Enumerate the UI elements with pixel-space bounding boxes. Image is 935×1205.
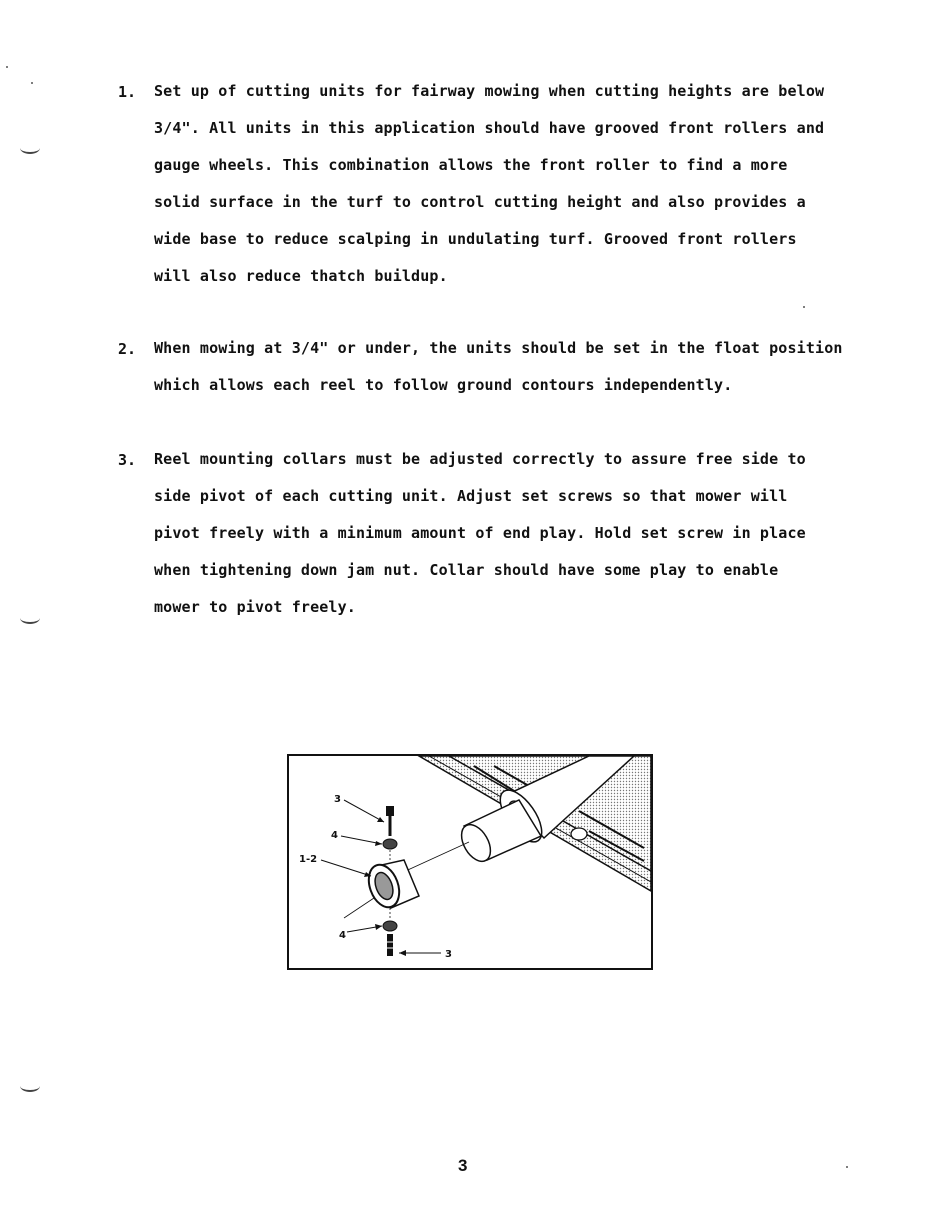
item-line: gauge wheels. This combination allows the front roller to find a more — [154, 156, 788, 174]
collar-diagram — [289, 756, 651, 968]
jam-nut-top-icon — [383, 839, 397, 849]
item-line: wide base to reduce scalping in undulating turf. Grooved front rollers — [154, 230, 797, 248]
item-number: 2. — [118, 340, 137, 358]
scan-speck — [31, 82, 33, 84]
label-jam-nut-top: 4 — [331, 830, 338, 841]
set-screw-top-icon — [386, 806, 394, 836]
item-line: solid surface in the turf to control cutting height and also provides a — [154, 193, 806, 211]
binder-hole-mark — [20, 612, 40, 624]
scan-speck — [803, 306, 805, 308]
item-line: which allows each reel to follow ground contours independently. — [154, 376, 733, 394]
item-line: when tightening down jam nut. Collar should have some play to enable — [154, 561, 779, 579]
label-jam-nut-bottom: 4 — [339, 930, 346, 941]
item-line: Set up of cutting units for fairway mowing when cutting heights are below — [154, 82, 825, 100]
jam-nut-bottom-icon — [383, 921, 397, 931]
item-line: Reel mounting collars must be adjusted correctly to assure free side to — [154, 450, 806, 468]
item-number: 3. — [118, 451, 137, 469]
label-collar: 1-2 — [299, 854, 318, 865]
page-number: 3 — [458, 1156, 468, 1175]
binder-hole-mark — [20, 142, 40, 154]
set-screw-bottom-icon — [387, 934, 393, 956]
label-set-screw-top: 3 — [334, 794, 341, 805]
item-line: pivot freely with a minimum amount of end play. Hold set screw in place — [154, 524, 806, 542]
item-line: 3/4". All units in this application should have grooved front rollers and — [154, 119, 825, 137]
item-line: will also reduce thatch buildup. — [154, 267, 448, 285]
item-line: mower to pivot freely. — [154, 598, 356, 616]
scan-speck — [846, 1166, 848, 1168]
item-line: side pivot of each cutting unit. Adjust set screws so that mower will — [154, 487, 788, 505]
item-line: When mowing at 3/4" or under, the units should be set in the float position — [154, 339, 843, 357]
collar-icon — [363, 860, 419, 911]
label-set-screw-bottom: 3 — [445, 949, 452, 960]
collar-illustration — [287, 754, 653, 970]
binder-hole-mark — [20, 1080, 40, 1092]
item-number: 1. — [118, 83, 137, 101]
scan-speck — [6, 66, 8, 68]
